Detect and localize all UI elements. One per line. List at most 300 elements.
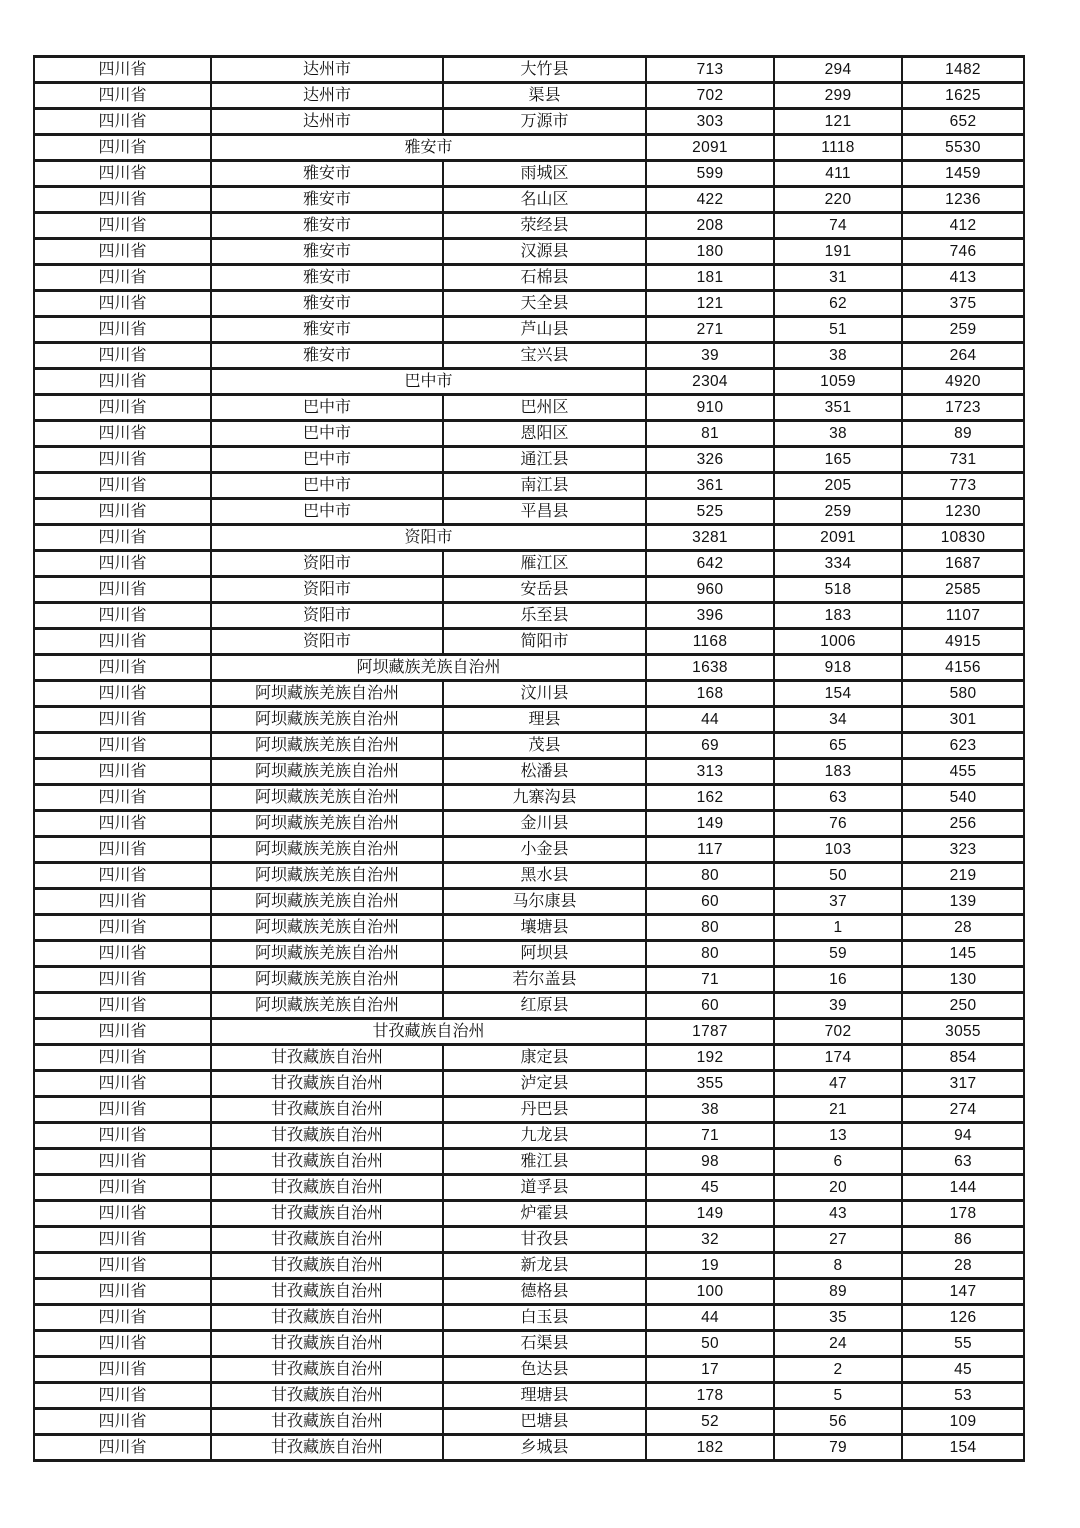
province-cell: 四川省 [34,447,211,473]
value1-cell: 45 [646,1175,774,1201]
city-cell: 雅安市 [211,265,443,291]
value1-cell: 271 [646,317,774,343]
value2-cell: 1059 [774,369,902,395]
value2-cell: 174 [774,1045,902,1071]
county-cell: 乡城县 [443,1435,646,1461]
value3-cell: 1625 [902,83,1024,109]
city-cell: 雅安市 [211,343,443,369]
value1-cell: 80 [646,941,774,967]
city-cell: 甘孜藏族自治州 [211,1071,443,1097]
county-row [34,1435,1024,1461]
city-summary-row [34,1019,1024,1045]
province-cell: 四川省 [34,681,211,707]
value2-cell: 2 [774,1357,902,1383]
value1-cell: 52 [646,1409,774,1435]
value2-cell: 31 [774,265,902,291]
city-cell-merged: 阿坝藏族羌族自治州 [211,655,646,681]
value2-cell: 43 [774,1201,902,1227]
county-cell: 若尔盖县 [443,967,646,993]
county-cell: 黑水县 [443,863,646,889]
value2-cell: 74 [774,213,902,239]
province-cell: 四川省 [34,525,211,551]
county-row [34,1123,1024,1149]
value3-cell: 94 [902,1123,1024,1149]
county-row [34,629,1024,655]
province-cell: 四川省 [34,603,211,629]
county-cell: 荥经县 [443,213,646,239]
city-cell: 甘孜藏族自治州 [211,1279,443,1305]
value3-cell: 259 [902,317,1024,343]
province-cell: 四川省 [34,161,211,187]
county-row [34,915,1024,941]
value2-cell: 16 [774,967,902,993]
value2-cell: 35 [774,1305,902,1331]
city-cell: 甘孜藏族自治州 [211,1305,443,1331]
province-cell: 四川省 [34,1383,211,1409]
value1-cell: 69 [646,733,774,759]
county-row [34,889,1024,915]
county-cell: 小金县 [443,837,646,863]
city-cell: 巴中市 [211,473,443,499]
county-row [34,1253,1024,1279]
city-cell: 甘孜藏族自治州 [211,1149,443,1175]
county-row [34,265,1024,291]
value2-cell: 37 [774,889,902,915]
value2-cell: 918 [774,655,902,681]
value3-cell: 147 [902,1279,1024,1305]
value1-cell: 599 [646,161,774,187]
city-cell: 阿坝藏族羌族自治州 [211,941,443,967]
county-row [34,811,1024,837]
value3-cell: 250 [902,993,1024,1019]
value3-cell: 10830 [902,525,1024,551]
province-cell: 四川省 [34,1305,211,1331]
value3-cell: 412 [902,213,1024,239]
value2-cell: 6 [774,1149,902,1175]
county-cell: 恩阳区 [443,421,646,447]
value3-cell: 375 [902,291,1024,317]
value3-cell: 301 [902,707,1024,733]
value1-cell: 71 [646,967,774,993]
value3-cell: 130 [902,967,1024,993]
city-cell: 甘孜藏族自治州 [211,1227,443,1253]
city-cell: 达州市 [211,109,443,135]
city-cell: 达州市 [211,83,443,109]
value1-cell: 80 [646,915,774,941]
province-cell: 四川省 [34,291,211,317]
city-cell: 甘孜藏族自治州 [211,1357,443,1383]
value2-cell: 518 [774,577,902,603]
province-cell: 四川省 [34,1227,211,1253]
value2-cell: 20 [774,1175,902,1201]
value3-cell: 623 [902,733,1024,759]
county-row [34,1331,1024,1357]
city-cell: 雅安市 [211,291,443,317]
city-cell: 巴中市 [211,447,443,473]
value1-cell: 19 [646,1253,774,1279]
value3-cell: 1723 [902,395,1024,421]
value3-cell: 4156 [902,655,1024,681]
county-cell: 道孚县 [443,1175,646,1201]
county-row [34,1175,1024,1201]
county-cell: 九寨沟县 [443,785,646,811]
city-cell: 甘孜藏族自治州 [211,1097,443,1123]
value2-cell: 165 [774,447,902,473]
city-cell: 巴中市 [211,421,443,447]
value3-cell: 540 [902,785,1024,811]
county-row [34,1279,1024,1305]
value3-cell: 45 [902,1357,1024,1383]
value2-cell: 27 [774,1227,902,1253]
province-cell: 四川省 [34,343,211,369]
value3-cell: 28 [902,915,1024,941]
city-cell: 阿坝藏族羌族自治州 [211,733,443,759]
value1-cell: 81 [646,421,774,447]
value3-cell: 178 [902,1201,1024,1227]
city-cell: 甘孜藏族自治州 [211,1253,443,1279]
county-cell: 石棉县 [443,265,646,291]
value2-cell: 76 [774,811,902,837]
county-cell: 丹巴县 [443,1097,646,1123]
value1-cell: 326 [646,447,774,473]
value1-cell: 60 [646,889,774,915]
value1-cell: 910 [646,395,774,421]
value2-cell: 1006 [774,629,902,655]
county-cell: 甘孜县 [443,1227,646,1253]
value1-cell: 60 [646,993,774,1019]
province-cell: 四川省 [34,941,211,967]
county-row [34,967,1024,993]
value1-cell: 208 [646,213,774,239]
value1-cell: 181 [646,265,774,291]
county-cell: 红原县 [443,993,646,1019]
value3-cell: 317 [902,1071,1024,1097]
county-row [34,681,1024,707]
province-cell: 四川省 [34,1279,211,1305]
province-cell: 四川省 [34,317,211,343]
value2-cell: 47 [774,1071,902,1097]
county-row [34,733,1024,759]
value3-cell: 274 [902,1097,1024,1123]
city-cell: 甘孜藏族自治州 [211,1201,443,1227]
value1-cell: 713 [646,57,774,83]
value1-cell: 168 [646,681,774,707]
value1-cell: 1638 [646,655,774,681]
province-cell: 四川省 [34,1019,211,1045]
city-cell-merged: 甘孜藏族自治州 [211,1019,646,1045]
value2-cell: 50 [774,863,902,889]
province-cell: 四川省 [34,889,211,915]
value2-cell: 183 [774,759,902,785]
city-summary-row [34,135,1024,161]
city-cell: 雅安市 [211,213,443,239]
county-row [34,1409,1024,1435]
county-cell: 松潘县 [443,759,646,785]
county-cell: 简阳市 [443,629,646,655]
value3-cell: 86 [902,1227,1024,1253]
county-row [34,1383,1024,1409]
county-cell: 理塘县 [443,1383,646,1409]
value3-cell: 126 [902,1305,1024,1331]
value2-cell: 56 [774,1409,902,1435]
value3-cell: 731 [902,447,1024,473]
city-cell: 阿坝藏族羌族自治州 [211,889,443,915]
value3-cell: 1230 [902,499,1024,525]
province-cell: 四川省 [34,1435,211,1461]
table-body [34,57,1024,1461]
value2-cell: 24 [774,1331,902,1357]
value3-cell: 256 [902,811,1024,837]
province-cell: 四川省 [34,1253,211,1279]
city-cell-merged: 巴中市 [211,369,646,395]
city-cell: 阿坝藏族羌族自治州 [211,811,443,837]
county-cell: 雨城区 [443,161,646,187]
value1-cell: 702 [646,83,774,109]
county-cell: 汶川县 [443,681,646,707]
value1-cell: 313 [646,759,774,785]
value1-cell: 149 [646,1201,774,1227]
value2-cell: 220 [774,187,902,213]
city-cell: 巴中市 [211,499,443,525]
province-cell: 四川省 [34,993,211,1019]
city-cell: 资阳市 [211,577,443,603]
county-cell: 白玉县 [443,1305,646,1331]
value1-cell: 149 [646,811,774,837]
county-cell: 雁江区 [443,551,646,577]
value3-cell: 323 [902,837,1024,863]
value2-cell: 21 [774,1097,902,1123]
value3-cell: 109 [902,1409,1024,1435]
value1-cell: 180 [646,239,774,265]
value2-cell: 299 [774,83,902,109]
city-cell: 阿坝藏族羌族自治州 [211,837,443,863]
value2-cell: 411 [774,161,902,187]
county-row [34,941,1024,967]
value3-cell: 2585 [902,577,1024,603]
province-cell: 四川省 [34,187,211,213]
value1-cell: 2091 [646,135,774,161]
city-cell: 阿坝藏族羌族自治州 [211,785,443,811]
county-row [34,863,1024,889]
county-cell: 平昌县 [443,499,646,525]
county-row [34,785,1024,811]
city-cell-merged: 雅安市 [211,135,646,161]
city-cell-merged: 资阳市 [211,525,646,551]
county-cell: 巴塘县 [443,1409,646,1435]
value3-cell: 219 [902,863,1024,889]
county-cell: 新龙县 [443,1253,646,1279]
city-cell: 雅安市 [211,317,443,343]
county-row [34,603,1024,629]
value1-cell: 182 [646,1435,774,1461]
value3-cell: 144 [902,1175,1024,1201]
county-row [34,317,1024,343]
value3-cell: 455 [902,759,1024,785]
county-row [34,83,1024,109]
county-row [34,1071,1024,1097]
province-cell: 四川省 [34,395,211,421]
province-cell: 四川省 [34,837,211,863]
value1-cell: 960 [646,577,774,603]
value3-cell: 53 [902,1383,1024,1409]
value2-cell: 89 [774,1279,902,1305]
county-cell: 名山区 [443,187,646,213]
city-summary-row [34,369,1024,395]
city-cell: 阿坝藏族羌族自治州 [211,993,443,1019]
county-cell: 炉霍县 [443,1201,646,1227]
province-cell: 四川省 [34,83,211,109]
province-cell: 四川省 [34,1201,211,1227]
province-cell: 四川省 [34,1357,211,1383]
value2-cell: 65 [774,733,902,759]
value1-cell: 642 [646,551,774,577]
city-cell: 甘孜藏族自治州 [211,1175,443,1201]
city-cell: 甘孜藏族自治州 [211,1409,443,1435]
value2-cell: 62 [774,291,902,317]
county-cell: 天全县 [443,291,646,317]
province-cell: 四川省 [34,733,211,759]
county-row [34,343,1024,369]
value1-cell: 32 [646,1227,774,1253]
value2-cell: 38 [774,343,902,369]
value3-cell: 1687 [902,551,1024,577]
province-cell: 四川省 [34,369,211,395]
value2-cell: 5 [774,1383,902,1409]
value1-cell: 396 [646,603,774,629]
city-cell: 雅安市 [211,239,443,265]
value3-cell: 63 [902,1149,1024,1175]
county-row [34,187,1024,213]
city-summary-row [34,655,1024,681]
value2-cell: 351 [774,395,902,421]
county-cell: 茂县 [443,733,646,759]
value3-cell: 1107 [902,603,1024,629]
city-cell: 阿坝藏族羌族自治州 [211,863,443,889]
value3-cell: 4915 [902,629,1024,655]
value1-cell: 100 [646,1279,774,1305]
city-cell: 资阳市 [211,551,443,577]
value1-cell: 192 [646,1045,774,1071]
value1-cell: 162 [646,785,774,811]
value1-cell: 80 [646,863,774,889]
county-cell: 雅江县 [443,1149,646,1175]
county-cell: 阿坝县 [443,941,646,967]
province-cell: 四川省 [34,1331,211,1357]
province-cell: 四川省 [34,629,211,655]
county-cell: 德格县 [443,1279,646,1305]
value1-cell: 121 [646,291,774,317]
value1-cell: 3281 [646,525,774,551]
value2-cell: 2091 [774,525,902,551]
province-cell: 四川省 [34,707,211,733]
value3-cell: 154 [902,1435,1024,1461]
county-row [34,421,1024,447]
value2-cell: 39 [774,993,902,1019]
value2-cell: 154 [774,681,902,707]
county-row [34,837,1024,863]
value3-cell: 139 [902,889,1024,915]
county-cell: 乐至县 [443,603,646,629]
value1-cell: 38 [646,1097,774,1123]
county-row [34,1357,1024,1383]
value3-cell: 1482 [902,57,1024,83]
county-row [34,499,1024,525]
value3-cell: 89 [902,421,1024,447]
city-cell: 巴中市 [211,395,443,421]
value2-cell: 191 [774,239,902,265]
value3-cell: 652 [902,109,1024,135]
value3-cell: 145 [902,941,1024,967]
county-row [34,551,1024,577]
value2-cell: 38 [774,421,902,447]
province-cell: 四川省 [34,1045,211,1071]
value2-cell: 183 [774,603,902,629]
county-row [34,1227,1024,1253]
value2-cell: 63 [774,785,902,811]
county-row [34,447,1024,473]
province-cell: 四川省 [34,265,211,291]
value3-cell: 3055 [902,1019,1024,1045]
value2-cell: 51 [774,317,902,343]
county-cell: 芦山县 [443,317,646,343]
value2-cell: 103 [774,837,902,863]
value2-cell: 334 [774,551,902,577]
county-cell: 渠县 [443,83,646,109]
value2-cell: 13 [774,1123,902,1149]
county-cell: 宝兴县 [443,343,646,369]
county-cell: 巴州区 [443,395,646,421]
county-row [34,707,1024,733]
city-cell: 甘孜藏族自治州 [211,1331,443,1357]
county-cell: 泸定县 [443,1071,646,1097]
county-row [34,213,1024,239]
value1-cell: 17 [646,1357,774,1383]
province-cell: 四川省 [34,1071,211,1097]
city-cell: 阿坝藏族羌族自治州 [211,681,443,707]
value3-cell: 854 [902,1045,1024,1071]
value3-cell: 1459 [902,161,1024,187]
county-cell: 九龙县 [443,1123,646,1149]
city-cell: 达州市 [211,57,443,83]
value1-cell: 1168 [646,629,774,655]
city-cell: 甘孜藏族自治州 [211,1045,443,1071]
value2-cell: 8 [774,1253,902,1279]
province-cell: 四川省 [34,967,211,993]
value2-cell: 205 [774,473,902,499]
city-cell: 雅安市 [211,161,443,187]
value2-cell: 79 [774,1435,902,1461]
city-cell: 甘孜藏族自治州 [211,1383,443,1409]
county-cell: 汉源县 [443,239,646,265]
value3-cell: 1236 [902,187,1024,213]
value1-cell: 117 [646,837,774,863]
value1-cell: 50 [646,1331,774,1357]
value3-cell: 580 [902,681,1024,707]
value1-cell: 355 [646,1071,774,1097]
city-cell: 阿坝藏族羌族自治州 [211,967,443,993]
province-cell: 四川省 [34,1149,211,1175]
value1-cell: 525 [646,499,774,525]
city-summary-row [34,525,1024,551]
value2-cell: 1 [774,915,902,941]
province-cell: 四川省 [34,655,211,681]
province-cell: 四川省 [34,863,211,889]
city-cell: 阿坝藏族羌族自治州 [211,915,443,941]
value3-cell: 28 [902,1253,1024,1279]
province-cell: 四川省 [34,473,211,499]
value3-cell: 264 [902,343,1024,369]
value2-cell: 121 [774,109,902,135]
